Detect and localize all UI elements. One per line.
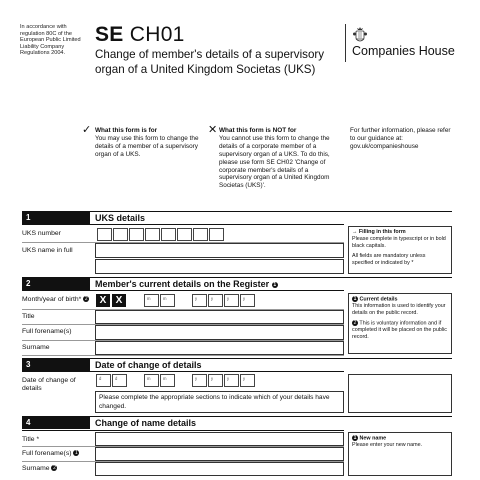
form-not-purpose-text: You cannot use this form to change the details of a corporate member of a supervisory organ of a UKS. To do this, please use form SE CH02 'Change of corporate member's details of a supervisory organ of a United Kingdom Societas (UKS)'. (219, 134, 330, 190)
uks-number-cell[interactable] (113, 228, 128, 241)
form-not-purpose (219, 127, 339, 190)
uks-number-label: UKS number (22, 230, 61, 237)
form-code-number: CH01 (129, 23, 185, 46)
change-year-cell[interactable]: y (224, 374, 239, 387)
note-marker-icon: 1 (353, 435, 357, 441)
voluntary-text: 2 This is voluntary information and if completed it will be placed on the public record. (352, 319, 447, 340)
change-month-cell[interactable]: m (160, 374, 175, 387)
uks-name-field[interactable] (95, 243, 344, 258)
companies-house-brand: Companies House (352, 44, 455, 58)
note-marker-icon: 1 (74, 450, 78, 457)
filling-heading: → Filling in this form (352, 229, 406, 235)
newname-heading: 1 New name (353, 435, 387, 442)
note-marker-icon: 2 (84, 296, 88, 303)
uks-number-cell[interactable] (209, 228, 224, 241)
change-month-cell[interactable]: m (144, 374, 159, 387)
current-text: This information is used to identify your details on the public record. (352, 303, 446, 317)
newname-text: Please enter your new name. (352, 442, 423, 449)
change-day-cell[interactable]: d (96, 374, 111, 387)
note-marker-icon: 2 (353, 319, 357, 326)
note-marker-icon: 1 (353, 296, 357, 302)
new-title-label: Title * (22, 436, 40, 443)
uks-number-cell[interactable] (193, 228, 208, 241)
section-2-title: Member's current details on the Register 1 (95, 279, 277, 289)
change-year-cell[interactable]: y (192, 374, 207, 387)
surname-label: Surname (22, 344, 50, 351)
uks-name-label: UKS name in full (22, 247, 73, 254)
further-info: For further information, please refer to our guidance at: gov.uk/companieshouse (350, 127, 451, 150)
new-title-field[interactable] (95, 432, 344, 446)
row-divider (22, 355, 344, 356)
section-3-number: 3 (22, 359, 90, 371)
new-surname-field[interactable] (95, 462, 344, 476)
change-day-cell[interactable]: d (112, 374, 127, 387)
uks-number-cell[interactable] (161, 228, 176, 241)
title-label: Title (22, 313, 35, 320)
section-3-side-panel (348, 374, 452, 413)
new-name-panel (348, 432, 452, 476)
current-heading: 1 Current details (353, 296, 398, 303)
new-surname-label: Surname 2 (22, 465, 56, 472)
section-rule (22, 430, 344, 431)
dob-year-cell[interactable]: y (208, 294, 223, 307)
regulation-note: In accordance with regulation 80C of the European Public Limited Liability Company Regulations 2004. (20, 24, 81, 57)
change-year-cell[interactable]: y (208, 374, 223, 387)
forenames-label: Full forename(s) (22, 328, 72, 335)
uks-name-field-line2[interactable] (95, 259, 344, 274)
uks-number-cell[interactable] (129, 228, 144, 241)
section-1-title: UKS details (95, 213, 146, 223)
dob-year-cell[interactable]: y (240, 294, 255, 307)
logo-divider (345, 24, 346, 62)
dob-day-masked: X (96, 294, 110, 307)
change-year-cell[interactable]: y (240, 374, 255, 387)
title-field[interactable] (95, 310, 344, 324)
form-not-purpose-heading: What this form is NOT for (219, 127, 297, 134)
form-purpose-text: You may use this form to change the details of a member of a supervisory organ of a UKS. (95, 134, 199, 158)
note-marker-icon: 2 (53, 465, 56, 472)
dob-year-cell[interactable]: y (192, 294, 207, 307)
dob-day-masked: X (112, 294, 126, 307)
section-rule (22, 290, 344, 291)
new-forenames-label: Full forename(s) 1 (22, 450, 78, 457)
dob-year-cell[interactable]: y (224, 294, 239, 307)
form-purpose (95, 127, 205, 159)
section-4-title: Change of name details (95, 418, 197, 428)
royal-crest-icon (352, 26, 368, 44)
tick-icon: ✓ (82, 124, 92, 136)
section-3-title: Date of change of details (95, 360, 202, 370)
current-details-panel (348, 293, 452, 354)
form-title: Change of member's details of a supervisory organ of a United Kingdom Societas (UKS) (95, 48, 325, 76)
dob-month-cell[interactable]: m (144, 294, 159, 307)
form-code (95, 23, 185, 47)
forenames-field[interactable] (95, 325, 344, 340)
filling-text: Please complete in typescript or in bold black capitals. (352, 235, 446, 249)
section-1-number: 1 (22, 212, 90, 224)
change-instruction: Please complete the appropriate sections to indicate which of your details have changed. (95, 391, 344, 413)
uks-number-cell[interactable] (97, 228, 112, 241)
filling-guidance-panel (348, 226, 452, 274)
dob-month-cell[interactable]: m (160, 294, 175, 307)
section-2-number: 2 (22, 278, 90, 290)
form-code-prefix: SE (95, 23, 124, 46)
uks-number-field[interactable] (95, 227, 345, 242)
cross-icon: ✕ (208, 124, 218, 136)
new-forenames-field[interactable] (95, 447, 344, 461)
section-rule (22, 371, 344, 372)
dob-label: Month/year of birth* 2 (22, 296, 88, 303)
uks-number-cell[interactable] (145, 228, 160, 241)
note-marker-icon: 1 (273, 281, 277, 288)
surname-field[interactable] (95, 341, 344, 355)
uks-number-cell[interactable] (177, 228, 192, 241)
mandatory-text: All fields are mandatory unless specified or indicated by * (352, 253, 426, 267)
section-rule (22, 224, 344, 225)
form-purpose-heading: What this form is for (95, 127, 158, 134)
date-of-change-label: Date of change of details (22, 377, 76, 392)
section-4-number: 4 (22, 417, 90, 429)
